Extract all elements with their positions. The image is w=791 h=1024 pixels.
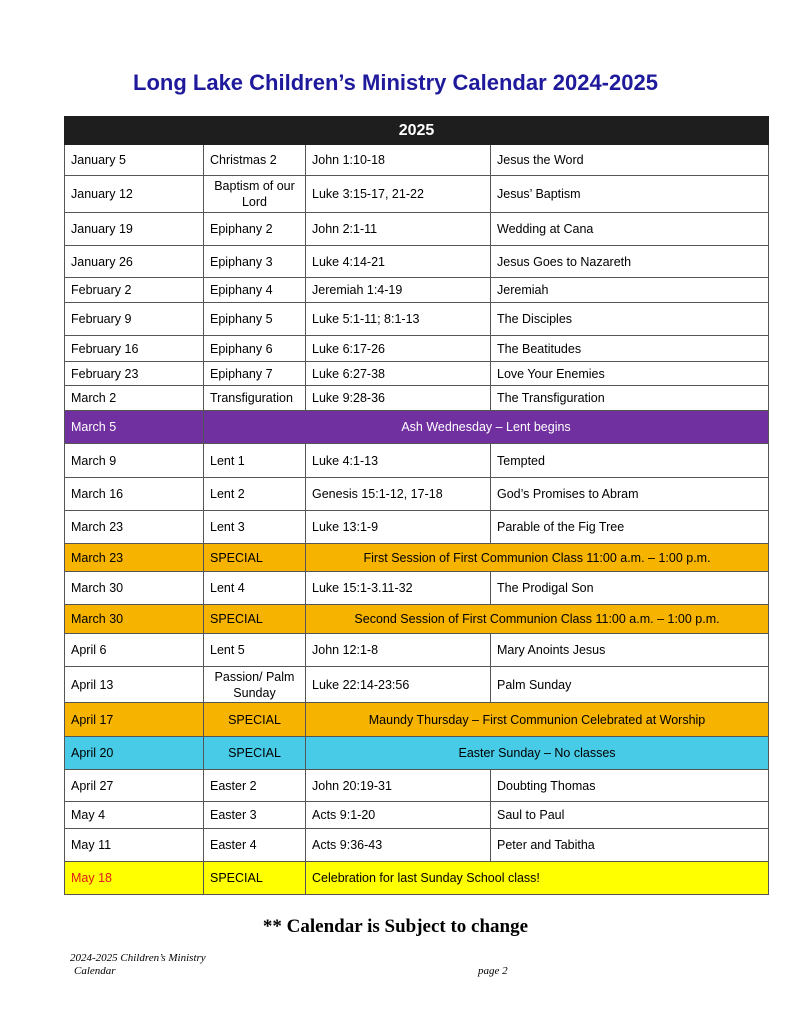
theme-cell: Parable of the Fig Tree [491, 511, 769, 544]
reading-cell: Luke 15:1-3.11-32 [306, 572, 491, 605]
event-cell: Ash Wednesday – Lent begins [204, 411, 769, 444]
date-cell: February 2 [65, 278, 204, 303]
theme-cell: Doubting Thomas [491, 770, 769, 802]
sunday-cell: Transfiguration [204, 386, 306, 411]
theme-cell: Wedding at Cana [491, 213, 769, 246]
sunday-cell: Epiphany 5 [204, 303, 306, 336]
reading-cell: Jeremiah 1:4-19 [306, 278, 491, 303]
reading-cell: Genesis 15:1-12, 17-18 [306, 478, 491, 511]
date-cell: April 27 [65, 770, 204, 802]
date-cell: April 20 [65, 737, 204, 770]
table-row [65, 278, 769, 303]
table-row-special [65, 605, 769, 634]
theme-cell: The Beatitudes [491, 336, 769, 362]
date-cell: January 5 [65, 145, 204, 176]
sunday-cell: Epiphany 3 [204, 246, 306, 278]
table-row-ash-wednesday [65, 411, 769, 444]
table-row [65, 444, 769, 478]
table-row-celebration [65, 862, 769, 895]
sunday-cell: SPECIAL [204, 605, 306, 634]
date-cell: March 2 [65, 386, 204, 411]
theme-cell: Mary Anoints Jesus [491, 634, 769, 667]
sunday-cell: SPECIAL [204, 544, 306, 572]
sunday-cell: Epiphany 4 [204, 278, 306, 303]
table-row [65, 572, 769, 605]
event-cell: Easter Sunday – No classes [306, 737, 769, 770]
theme-cell: The Disciples [491, 303, 769, 336]
date-cell: January 12 [65, 176, 204, 213]
table-row-special [65, 544, 769, 572]
date-cell: February 16 [65, 336, 204, 362]
sunday-cell: Easter 4 [204, 829, 306, 862]
reading-cell: Acts 9:1-20 [306, 802, 491, 829]
date-cell: March 30 [65, 572, 204, 605]
sunday-cell: Easter 3 [204, 802, 306, 829]
sunday-cell: Lent 2 [204, 478, 306, 511]
sunday-cell: Passion/ Palm Sunday [204, 667, 306, 703]
footer-line-1: 2024-2025 Children’s Ministry [70, 952, 206, 964]
sunday-cell: Baptism of our Lord [204, 176, 306, 213]
date-cell: January 19 [65, 213, 204, 246]
table-row [65, 478, 769, 511]
table-row [65, 246, 769, 278]
sunday-cell: Christmas 2 [204, 145, 306, 176]
event-cell: Second Session of First Communion Class 11:00 a.m. – 1:00 p.m. [306, 605, 769, 634]
theme-cell: Jesus Goes to Nazareth [491, 246, 769, 278]
reading-cell: John 2:1-11 [306, 213, 491, 246]
table-row [65, 511, 769, 544]
footer-document-name [70, 952, 206, 978]
date-cell: January 26 [65, 246, 204, 278]
date-cell: March 16 [65, 478, 204, 511]
date-cell: May 11 [65, 829, 204, 862]
reading-cell: Luke 3:15-17, 21-22 [306, 176, 491, 213]
table-row [65, 634, 769, 667]
page-title: Long Lake Children’s Ministry Calendar 2024-2025 [133, 70, 658, 95]
reading-cell: Luke 5:1-11; 8:1-13 [306, 303, 491, 336]
event-cell: First Session of First Communion Class 11:00 a.m. – 1:00 p.m. [306, 544, 769, 572]
table-row [65, 362, 769, 386]
page-number: page 2 [478, 965, 508, 977]
theme-cell: God’s Promises to Abram [491, 478, 769, 511]
theme-cell: Jesus the Word [491, 145, 769, 176]
theme-cell: The Transfiguration [491, 386, 769, 411]
sunday-cell: Lent 4 [204, 572, 306, 605]
sunday-cell: Epiphany 6 [204, 336, 306, 362]
table-row [65, 336, 769, 362]
date-cell: March 23 [65, 544, 204, 572]
reading-cell: Luke 9:28-36 [306, 386, 491, 411]
date-cell: April 17 [65, 703, 204, 737]
date-cell: May 4 [65, 802, 204, 829]
date-cell: March 5 [65, 411, 204, 444]
sunday-cell: Epiphany 2 [204, 213, 306, 246]
date-cell: May 18 [65, 862, 204, 895]
sunday-cell: SPECIAL [204, 737, 306, 770]
date-cell: March 30 [65, 605, 204, 634]
footer-line-2: Calendar [74, 965, 116, 977]
reading-cell: Acts 9:36-43 [306, 829, 491, 862]
theme-cell: Love Your Enemies [491, 362, 769, 386]
table-row-easter [65, 737, 769, 770]
table-row [65, 303, 769, 336]
sunday-cell: Easter 2 [204, 770, 306, 802]
table-row [65, 770, 769, 802]
sunday-cell: Lent 1 [204, 444, 306, 478]
sunday-cell: Lent 3 [204, 511, 306, 544]
reading-cell: John 20:19-31 [306, 770, 491, 802]
table-row [65, 386, 769, 411]
year-header: 2025 [65, 117, 769, 145]
theme-cell: Palm Sunday [491, 667, 769, 703]
calendar-table [64, 116, 769, 895]
table-row [65, 667, 769, 703]
date-cell: April 13 [65, 667, 204, 703]
reading-cell: Luke 4:14-21 [306, 246, 491, 278]
table-row [65, 213, 769, 246]
reading-cell: Luke 13:1-9 [306, 511, 491, 544]
event-cell: Maundy Thursday – First Communion Celebrated at Worship [306, 703, 769, 737]
reading-cell: John 1:10-18 [306, 145, 491, 176]
date-cell: March 23 [65, 511, 204, 544]
date-cell: March 9 [65, 444, 204, 478]
reading-cell: Luke 22:14-23:56 [306, 667, 491, 703]
reading-cell: John 12:1-8 [306, 634, 491, 667]
sunday-cell: Lent 5 [204, 634, 306, 667]
reading-cell: Luke 4:1-13 [306, 444, 491, 478]
year-header-row [65, 117, 769, 145]
date-cell: April 6 [65, 634, 204, 667]
theme-cell: Jeremiah [491, 278, 769, 303]
table-row [65, 145, 769, 176]
theme-cell: The Prodigal Son [491, 572, 769, 605]
theme-cell: Tempted [491, 444, 769, 478]
sunday-cell: Epiphany 7 [204, 362, 306, 386]
date-cell: February 9 [65, 303, 204, 336]
event-cell: Celebration for last Sunday School class! [306, 862, 769, 895]
theme-cell: Jesus’ Baptism [491, 176, 769, 213]
table-row-special [65, 703, 769, 737]
reading-cell: Luke 6:27-38 [306, 362, 491, 386]
sunday-cell: SPECIAL [204, 862, 306, 895]
table-row [65, 176, 769, 213]
table-row [65, 829, 769, 862]
table-row [65, 802, 769, 829]
sunday-cell: SPECIAL [204, 703, 306, 737]
theme-cell: Peter and Tabitha [491, 829, 769, 862]
subject-to-change-note: ** Calendar is Subject to change [262, 916, 529, 937]
reading-cell: Luke 6:17-26 [306, 336, 491, 362]
date-cell: February 23 [65, 362, 204, 386]
theme-cell: Saul to Paul [491, 802, 769, 829]
